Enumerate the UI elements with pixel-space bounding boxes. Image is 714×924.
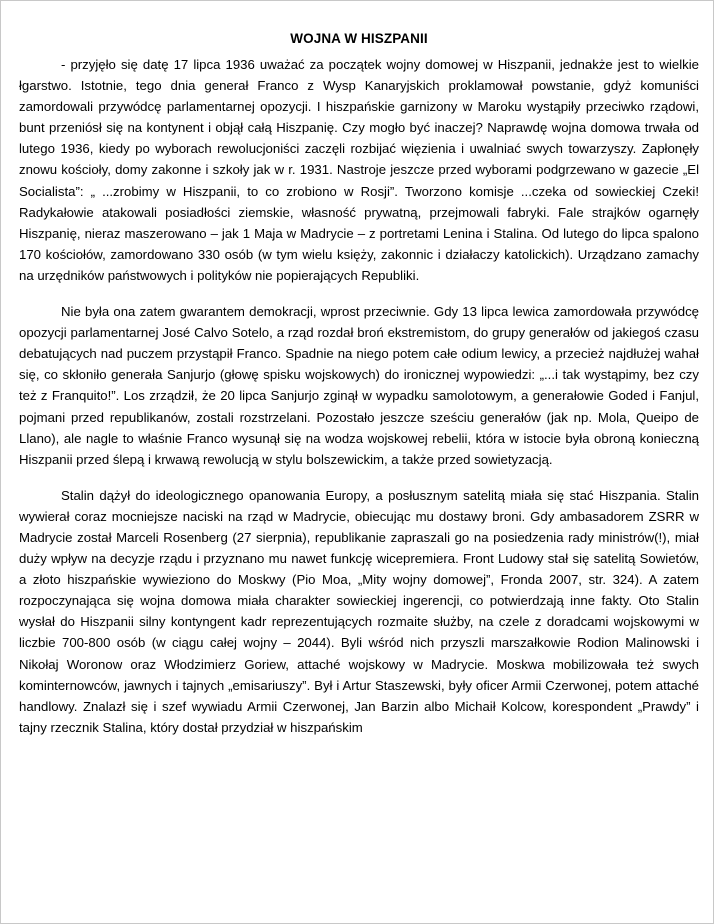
document-body: [19, 31, 699, 753]
paragraph-2: Nie była ona zatem gwarantem demokracji, wprost przeciwnie. Gdy 13 lipca lewica zamordowała przywódcę opozycji parlamentarnej José Calvo Sotelo, a rząd rozdał broń ekstremistom, do grupy generałów od jakiegoś czasu debatujących nad puczem przystąpił Franco. Spadnie na niego potem całe odium lewicy, a przecież najdłużej wahał się, co skłoniło generała Sanjurjo (głowę spisku wojskowych) do ironicznej wypowiedzi: „...i tak wystąpimy, bez czy też z Franquito!”. Los zrządził, że 20 lipca Sanjurjo zginął w wypadku samolotowym, a generałowie Goded i Fanjul, pojmani przed republikanów, zostali rozstrzelani. Pozostało jeszcze sześciu generałów (jak np. Mola, Queipo de Llano), ale nagle to właśnie Franco wysunął się na wodza wojskowej rebelii, która w istocie była obroną konieczną Hiszpanii przed ślepą i krwawą rewolucją w stylu bolszewickim, a także przed sowietyzacją.: [19, 304, 699, 467]
paragraph-1: - przyjęło się datę 17 lipca 1936 uważać za początek wojny domowej w Hiszpanii, jednakże jest to wielkie łgarstwo. Istotnie, tego dnia generał Franco z Wysp Kanaryjskich proklamował powstanie, gdyż komuniści zamordowali przywódcę parlamentarnej opozycji. I hiszpańskie garnizony w Maroku wystąpiły przeciwko rządowi, bunt przeniósł się na kontynent i objął całą Hiszpanię. Czy mogło być inaczej? Naprawdę wojna domowa trwała od lutego 1936, kiedy po wyborach rewolucjoniści zaczęli rozbijać więzienia i uwalniać swych towarzyszy. Zapłonęły znowu kościoły, domy zakonne i szkoły jak w r. 1931. Nastroje jeszcze przed wyborami podgrzewano w gazecie „El Socialista”: „ ...zrobimy w Hiszpanii, to co zrobiono w Rosji”. Tworzono komisje ...czeka od sowieckiej Czeki! Radykałowie atakowali posiadłości ziemskie, własność prywatną, przejmowali fabryki. Fale strajków ogarnęły Hiszpanię, nieraz maszerowano – jak 1 Maja w Madrycie – z portretami Lenina i Stalina. Od lutego do lipca spalono 170 kościołów, zamordowano 330 osób (w tym wielu księży, zakonnic i działaczy katolickich). Urządzano zamachy na urzędników państwowych i polityków nie popierających Republiki.: [19, 57, 699, 283]
document-title: WOJNA W HISZPANII: [290, 31, 428, 46]
paragraph-3: Stalin dążył do ideologicznego opanowania Europy, a posłusznym satelitą miała się stać Hiszpania. Stalin wywierał coraz mocniejsze naciski na rząd w Madrycie, obiecując mu dostawy broni. Gdy ambasadorem ZSRR w Madrycie został Marceli Rosenberg (27 sierpnia), republikanie zapraszali go na posiedzenia rady ministrów(!), miał duży wpływ na decyzje rządu i przyznano mu nawet funkcję wicepremiera. Front Ludowy stał się satelitą Sowietów, a złoto hiszpańskie wywieziono do Moskwy (Pio Moa, „Mity wojny domowej”, Fronda 2007, str. 324). A zatem rozpoczynająca się wojna domowa miała charakter sowieckiej ingerencji, co potwierdzają inne fakty. Oto Stalin wysłał do Hiszpanii silny kontyngent kadr reprezentujących rozmaite służby, na czele z doradcami wojskowymi w liczbie 700-800 osób (w ciągu całej wojny – 2044). Byli wśród nich przyszli marszałkowie Rodion Malinowski i Nikołaj Woronow oraz Włodzimierz Goriew, attaché wojskowy w Madrycie. Moskwa mobilizowała też swych kominternowców, jawnych i tajnych „emisariuszy”. Był i Artur Staszewski, były oficer Armii Czerwonej, potem attaché handlowy. Znalazł się i szef wywiadu Armii Czerwonej, Jan Barzin albo Michaił Kolcow, korespondent „Prawdy” i tajny rzecznik Stalina, który dostał przydział w hiszpańskim: [19, 487, 699, 735]
